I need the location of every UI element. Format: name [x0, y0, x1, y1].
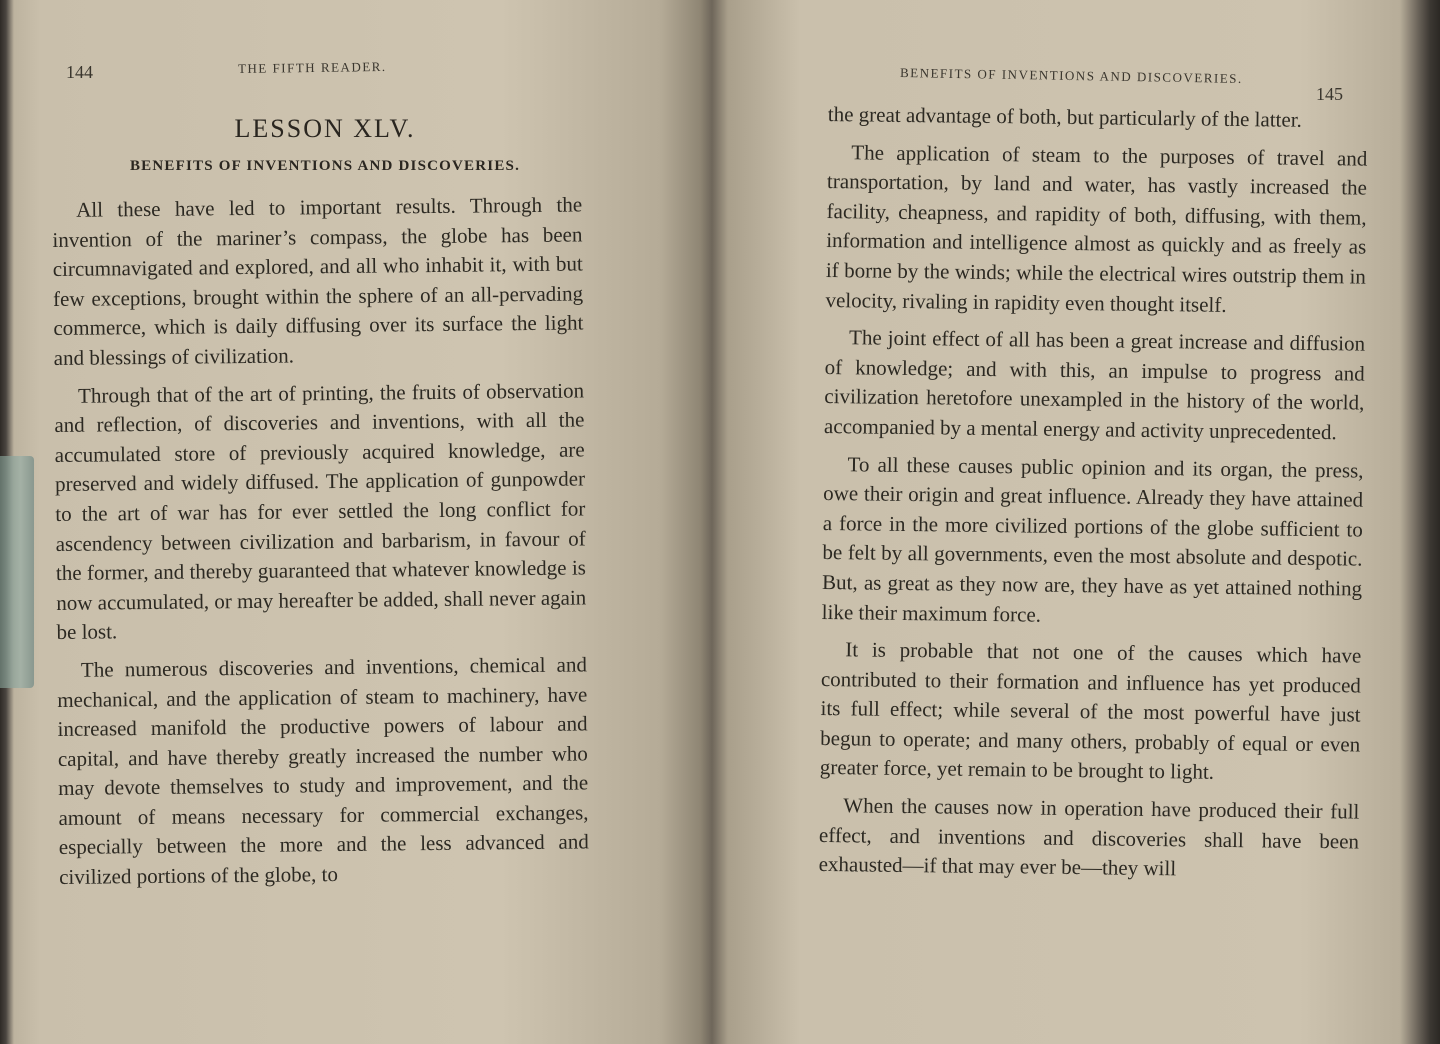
paragraph: It is probable that not one of the causes which have contributed to their formation and influence has yet produced its full effect; while several of the most powerful have just begun to operate; and many others, probably of equal or even greater force, yet remain to be brought to light. — [819, 637, 1362, 785]
paragraph: All these have led to important results. Through the invention of the mariner’s compass, the globe has been circumnavigated and explored, and all who inhabit it, with but few exceptions, brought within the sphere of an all-pervading commerce, which is daily diffusing over its surface the light and blessings of civilization. — [52, 192, 584, 370]
paragraph: Through that of the art of printing, the fruits of observation and reflection, of discoveries and inventions, with all the accumulated store of previously acquired knowledge, are preserved and widely diffused. The application of gunpowder to the art of war has for ever settled the long conflict for ascendency between civilization and barbarism, in favour of the former, and thereby guaranteed that whatever knowledge is now accumulated, or may hereafter be added, shall never again be lost. — [54, 378, 587, 645]
continuation-paragraph: the great advantage of both, but particularly of the latter. — [827, 101, 1303, 132]
right-page — [712, 0, 1440, 1044]
paragraph: The numerous discoveries and inventions, chemical and mechanical, and the application of steam to machinery, have increased manifold the productive powers of labour and capital, and have thereby greatly increased the number who may devote themselves to study and improvement, and the amount of means necessary for commercial exchanges, especially between the more and the less advanced and civilized portions of the globe, to — [57, 652, 589, 890]
lesson-subtitle: BENEFITS OF INVENTIONS AND DISCOVERIES. — [129, 158, 521, 174]
paragraph: When the causes now in operation have produced their full effect, and inventions and discoveries shall have been exhausted—if that may ever be—they will — [818, 793, 1360, 881]
left-running-head: THE FIFTH READER. — [237, 58, 387, 77]
right-page-body — [818, 100, 1368, 894]
paragraph: To all these causes public opinion and its organ, the press, owe their origin and great influence. Already they have attained a force in the more civilized portions of the globe sufficient to be felt by all governments, even the most absolute and despotic. But, as great as they now are, they have as yet attained nothing like their maximum force. — [821, 451, 1364, 627]
right-page-number: 145 — [1316, 84, 1343, 104]
left-page-number: 144 — [66, 62, 93, 82]
right-running-head: BENEFITS OF INVENTIONS AND DISCOVERIES. — [899, 65, 1243, 86]
paragraph: The application of steam to the purposes of travel and transportation, by land and water, has vastly increased the facility, cheapness, and rapidity of both, diffusing, with them, information and intelligence almost as quickly and as freely as if borne by the winds; while the electrical wires outstrip them in velocity, rivaling in rapidity even thought itself. — [825, 139, 1368, 317]
paragraph: The joint effect of all has been a great increase and diffusion of knowledge; and with this, an impulse to progress and civilization heretofore unexampled in the history of the world, accompanied by a mental energy and activity unprecedented. — [823, 325, 1366, 445]
left-page-body — [52, 190, 589, 900]
lesson-title: LESSON XLV. — [234, 114, 416, 143]
left-page — [0, 0, 700, 1044]
